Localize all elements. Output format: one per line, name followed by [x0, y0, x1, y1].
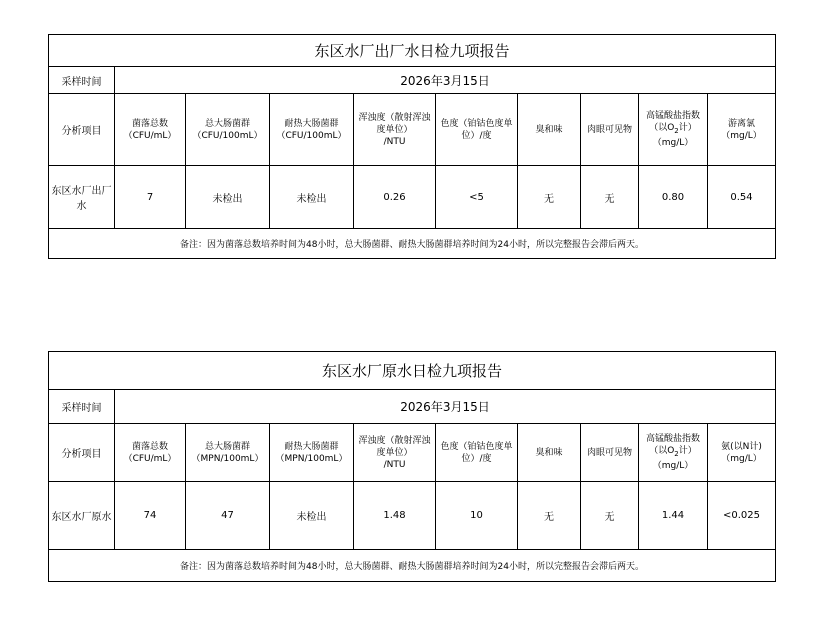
raw-water-report-table	[48, 351, 776, 582]
analysis-item-label: 分析项目	[49, 424, 115, 482]
value-total-coliform: 47	[186, 482, 270, 550]
header-visible-matter: 肉眼可见物	[581, 94, 639, 166]
header-colony-count: 菌落总数 （CFU/mL）	[115, 424, 186, 482]
value-colony-count: 74	[115, 482, 186, 550]
report-note: 备注：因为菌落总数培养时间为48小时，总大肠菌群、耐热大肠菌群培养时间为24小时，所以完整报告会滞后两天。	[49, 550, 776, 582]
header-total-coliform: 总大肠菌群 （MPN/100mL）	[186, 424, 270, 482]
header-odor-taste: 臭和味	[518, 424, 581, 482]
header-visible-matter: 肉眼可见物	[581, 424, 639, 482]
report-note: 备注：因为菌落总数培养时间为48小时，总大肠菌群、耐热大肠菌群培养时间为24小时，所以完整报告会滞后两天。	[49, 229, 776, 259]
header-thermotolerant-coliform: 耐热大肠菌群 （MPN/100mL）	[270, 424, 354, 482]
value-free-chlorine: 0.54	[708, 166, 776, 229]
header-colony-count: 菌落总数 （CFU/mL）	[115, 94, 186, 166]
header-thermotolerant-coliform: 耐热大肠菌群 （CFU/100mL）	[270, 94, 354, 166]
outlet-water-report-table	[48, 34, 776, 259]
value-odor-taste: 无	[518, 482, 581, 550]
header-total-coliform: 总大肠菌群 （CFU/100mL）	[186, 94, 270, 166]
value-colony-count: 7	[115, 166, 186, 229]
header-chroma: 色度（铂钴色度单位）/度	[436, 94, 518, 166]
value-thermotolerant-coliform: 未检出	[270, 482, 354, 550]
header-permanganate-index: 高锰酸盐指数 （以$O_2$计） （mg/L）	[639, 424, 708, 482]
value-turbidity: 1.48	[354, 482, 436, 550]
value-odor-taste: 无	[518, 166, 581, 229]
header-ammonia: 氨(以N计) （mg/L）	[708, 424, 776, 482]
sampling-time-label: 采样时间	[49, 67, 115, 94]
header-free-chlorine: 游离氯 （mg/L）	[708, 94, 776, 166]
value-chroma: <5	[436, 166, 518, 229]
header-chroma: 色度（铂钴色度单位）/度	[436, 424, 518, 482]
report-title: 东区水厂原水日检九项报告	[49, 352, 776, 390]
header-odor-taste: 臭和味	[518, 94, 581, 166]
value-visible-matter: 无	[581, 482, 639, 550]
header-turbidity: 浑浊度（散射浑浊度单位） /NTU	[354, 424, 436, 482]
value-ammonia: <0.025	[708, 482, 776, 550]
value-permanganate-index: 1.44	[639, 482, 708, 550]
row-label: 东区水厂出厂水	[49, 166, 115, 229]
sampling-time-value: 2026年3月15日	[115, 390, 776, 424]
header-turbidity: 浑浊度（散射浑浊度单位） /NTU	[354, 94, 436, 166]
value-turbidity: 0.26	[354, 166, 436, 229]
sampling-time-value: 2026年3月15日	[115, 67, 776, 94]
value-chroma: 10	[436, 482, 518, 550]
value-thermotolerant-coliform: 未检出	[270, 166, 354, 229]
header-permanganate-index: 高锰酸盐指数 （以$O_2$计） （mg/L）	[639, 94, 708, 166]
sampling-time-label: 采样时间	[49, 390, 115, 424]
analysis-item-label: 分析项目	[49, 94, 115, 166]
value-visible-matter: 无	[581, 166, 639, 229]
report-title: 东区水厂出厂水日检九项报告	[49, 35, 776, 67]
value-permanganate-index: 0.80	[639, 166, 708, 229]
value-total-coliform: 未检出	[186, 166, 270, 229]
row-label: 东区水厂原水	[49, 482, 115, 550]
